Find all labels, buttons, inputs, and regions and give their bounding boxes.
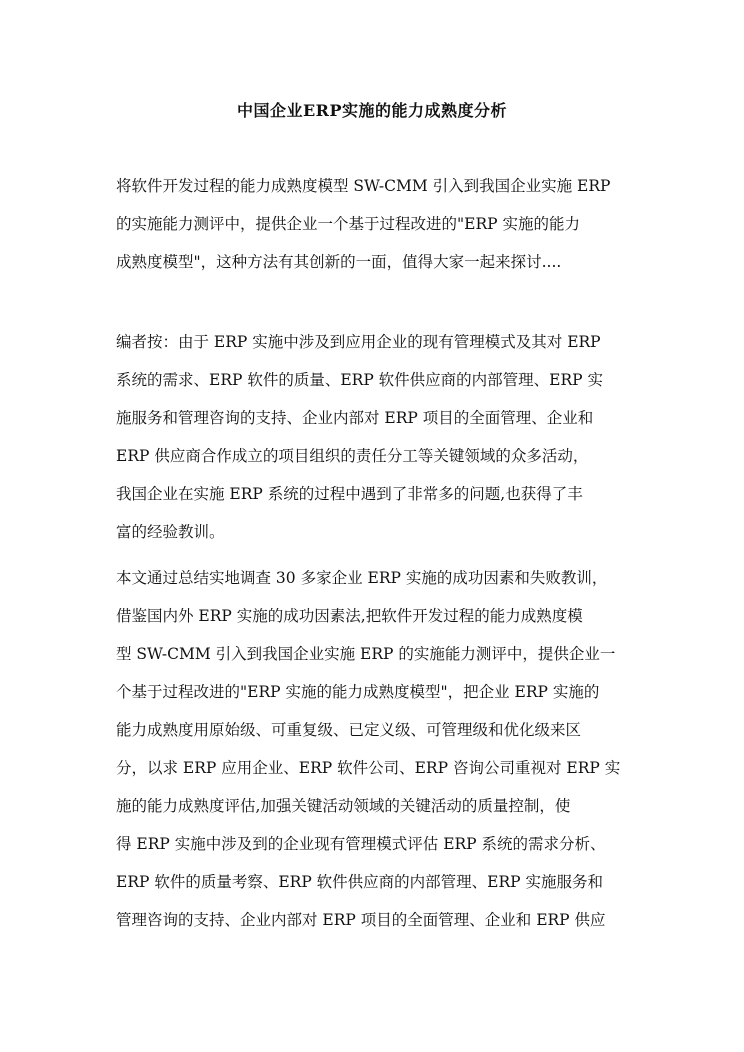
body-line: 本文通过总结实地调查 30 多家企业 ERP 实施的成功因素和失败教训， — [116, 569, 608, 587]
body-line: 分，以求 ERP 应用企业、ERP 软件公司、ERP 咨询公司重视对 ERP 实 — [116, 759, 621, 777]
summary-line: 的实施能力测评中，提供企业一个基于过程改进的"ERP 实施的能力 — [116, 215, 580, 233]
body-line: ERP 软件的质量考察、ERP 软件供应商的内部管理、ERP 实施服务和 — [116, 873, 604, 891]
editor-note-line: 富的经验教训。 — [116, 523, 225, 541]
body-line: 管理咨询的支持、企业内部对 ERP 项目的全面管理、企业和 ERP 供应 — [116, 911, 606, 929]
document-title: 中国企业ERP实施的能力成熟度分析 — [236, 101, 508, 120]
editor-note-line: ERP 供应商合作成立的项目组织的责任分工等关键领域的众多活动， — [116, 447, 589, 465]
summary-line: 成熟度模型"，这种方法有其创新的一面，值得大家一起来探讨.... — [116, 253, 562, 271]
body-line: 个基于过程改进的"ERP 实施的能力成熟度模型"，把企业 ERP 实施的 — [116, 683, 600, 701]
summary-line: 将软件开发过程的能力成熟度模型 SW-CMM 引入到我国企业实施 ERP — [116, 177, 611, 195]
body-line: 能力成熟度用原始级、可重复级、已定义级、可管理级和优化级来区 — [116, 721, 582, 739]
editor-note-line: 我国企业在实施 ERP 系统的过程中遇到了非常多的问题,也获得了丰 — [116, 485, 583, 503]
body-line: 得 ERP 实施中涉及到的企业现有管理模式评估 ERP 系统的需求分析、 — [116, 835, 606, 853]
body-line: 借鉴国内外 ERP 实施的成功因素法,把软件开发过程的能力成熟度模 — [116, 607, 583, 625]
editor-note-line: 编者按：由于 ERP 实施中涉及到应用企业的现有管理模式及其对 ERP — [116, 333, 601, 351]
body-line: 施的能力成熟度评估,加强关键活动领域的关键活动的质量控制，使 — [116, 797, 571, 815]
editor-note-line: 施服务和管理咨询的支持、企业内部对 ERP 项目的全面管理、企业和 — [116, 409, 594, 427]
body-line: 型 SW-CMM 引入到我国企业实施 ERP 的实施能力测评中，提供企业一 — [116, 645, 616, 663]
editor-note-line: 系统的需求、ERP 软件的质量、ERP 软件供应商的内部管理、ERP 实 — [116, 371, 604, 389]
